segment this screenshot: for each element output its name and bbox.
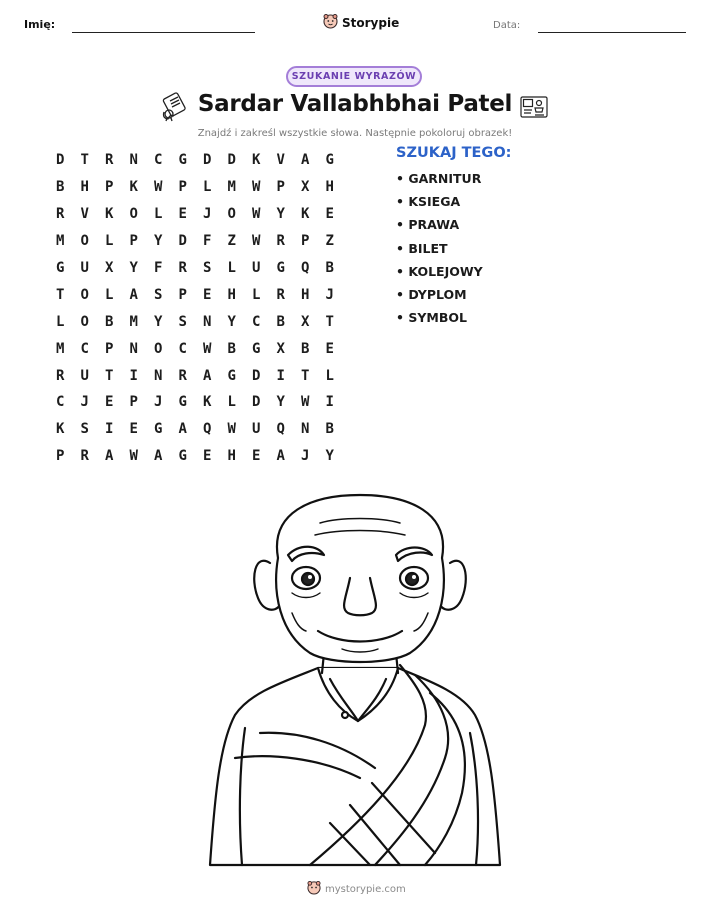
grid-letter[interactable]: L: [56, 313, 65, 330]
grid-letter[interactable]: B: [105, 313, 114, 330]
grid-letter[interactable]: W: [252, 179, 261, 196]
grid-letter[interactable]: K: [252, 152, 261, 169]
grid-letter[interactable]: V: [80, 206, 89, 223]
footer-brand: [307, 880, 406, 899]
grid-letter[interactable]: H: [80, 179, 89, 196]
grid-letter[interactable]: B: [227, 340, 236, 357]
grid-letter[interactable]: A: [154, 448, 163, 465]
date-field[interactable]: [538, 32, 686, 33]
date-label: Data:: [493, 20, 521, 31]
grid-letter[interactable]: R: [276, 233, 285, 250]
grid-letter[interactable]: L: [105, 233, 114, 250]
grid-letter[interactable]: C: [252, 313, 261, 330]
grid-letter[interactable]: Q: [301, 260, 310, 276]
grid-letter[interactable]: P: [276, 179, 285, 196]
grid-letter[interactable]: W: [203, 340, 212, 357]
grid-letter[interactable]: R: [178, 260, 187, 276]
grid-letter[interactable]: S: [80, 421, 89, 438]
grid-letter[interactable]: Y: [154, 313, 163, 330]
grid-letter[interactable]: O: [154, 340, 163, 357]
grid-letter[interactable]: C: [154, 152, 163, 169]
grid-letter[interactable]: N: [129, 340, 138, 357]
grid-letter[interactable]: H: [301, 286, 310, 303]
grid-letter[interactable]: L: [252, 286, 261, 303]
grid-letter[interactable]: B: [325, 260, 334, 276]
grid-letter[interactable]: R: [56, 367, 65, 384]
grid-letter[interactable]: U: [80, 367, 89, 384]
grid-row: [48, 389, 342, 416]
grid-letter[interactable]: H: [325, 179, 334, 196]
grid-letter[interactable]: O: [129, 206, 138, 223]
grid-letter[interactable]: D: [227, 152, 236, 169]
word-list-item: • KSIEGA: [396, 194, 461, 210]
word-list-item: • GARNITUR: [396, 171, 482, 186]
grid-letter[interactable]: X: [276, 340, 285, 357]
grid-letter[interactable]: T: [56, 286, 65, 303]
grid-letter[interactable]: J: [154, 394, 163, 411]
grid-letter[interactable]: U: [252, 421, 261, 438]
grid-letter[interactable]: N: [301, 421, 310, 438]
grid-letter[interactable]: G: [252, 340, 261, 357]
grid-letter[interactable]: D: [252, 367, 261, 384]
word-list-item: • KOLEJOWY: [396, 263, 483, 279]
grid-letter[interactable]: P: [301, 233, 310, 250]
grid-letter[interactable]: E: [105, 394, 114, 411]
grid-row: [48, 174, 342, 201]
grid-letter[interactable]: B: [276, 313, 285, 330]
name-field[interactable]: [72, 32, 255, 33]
grid-letter[interactable]: K: [203, 394, 212, 411]
grid-letter[interactable]: W: [252, 233, 261, 250]
grid-letter[interactable]: L: [325, 367, 334, 384]
grid-letter[interactable]: W: [301, 394, 310, 411]
grid-letter[interactable]: D: [252, 394, 261, 411]
grid-letter[interactable]: S: [154, 286, 163, 303]
grid-letter[interactable]: P: [129, 394, 138, 411]
grid-row: [48, 201, 342, 228]
grid-letter[interactable]: P: [129, 233, 138, 250]
grid-letter[interactable]: B: [325, 421, 334, 438]
grid-letter[interactable]: P: [178, 179, 187, 196]
grid-letter[interactable]: S: [203, 260, 212, 276]
grid-letter[interactable]: M: [56, 233, 65, 250]
grid-letter[interactable]: T: [105, 367, 114, 384]
grid-letter[interactable]: E: [178, 206, 187, 223]
coloring-portrait-illustration[interactable]: [200, 493, 510, 872]
grid-letter[interactable]: E: [325, 206, 334, 223]
grid-letter[interactable]: U: [80, 260, 89, 276]
brand-name: Storypie: [342, 16, 400, 30]
grid-row: [48, 147, 342, 174]
grid-letter[interactable]: G: [178, 448, 187, 465]
grid-letter[interactable]: Y: [276, 206, 285, 223]
grid-letter[interactable]: G: [178, 394, 187, 411]
grid-letter[interactable]: Z: [325, 233, 334, 250]
grid-letter[interactable]: G: [56, 260, 65, 276]
grid-letter[interactable]: T: [80, 152, 89, 169]
activity-badge: SZUKANIE WYRAZÓW: [286, 66, 422, 87]
storypie-mascot-icon: [307, 880, 321, 899]
grid-letter[interactable]: P: [178, 286, 187, 303]
word-list-item: • SYMBOL: [396, 310, 467, 326]
grid-row: [48, 308, 342, 335]
grid-letter[interactable]: Q: [203, 421, 212, 438]
grid-letter[interactable]: G: [154, 421, 163, 438]
grid-letter[interactable]: X: [105, 260, 114, 276]
grid-letter[interactable]: V: [276, 152, 285, 169]
grid-letter[interactable]: L: [203, 179, 212, 196]
grid-letter[interactable]: R: [80, 448, 89, 465]
grid-letter[interactable]: N: [203, 313, 212, 330]
grid-letter[interactable]: K: [56, 421, 65, 438]
grid-letter[interactable]: T: [325, 313, 334, 330]
grid-letter[interactable]: J: [325, 286, 334, 303]
storypie-mascot-icon: [323, 13, 338, 33]
grid-row: [48, 443, 342, 470]
grid-letter[interactable]: K: [105, 206, 114, 223]
grid-letter[interactable]: I: [129, 367, 138, 384]
grid-letter[interactable]: C: [178, 340, 187, 357]
grid-row: [48, 281, 342, 308]
word-list-item: • PRAWA: [396, 217, 460, 233]
word-search-grid[interactable]: [48, 147, 342, 470]
grid-letter[interactable]: H: [227, 286, 236, 303]
grid-letter[interactable]: R: [56, 206, 65, 223]
grid-letter[interactable]: Y: [227, 313, 236, 330]
grid-letter[interactable]: P: [105, 179, 114, 196]
grid-letter[interactable]: Z: [227, 233, 236, 250]
grid-letter[interactable]: P: [105, 340, 114, 357]
word-list-item: • DYPLOM: [396, 286, 467, 302]
grid-letter[interactable]: Q: [276, 421, 285, 438]
grid-letter[interactable]: B: [301, 340, 310, 357]
word-list-item: • BILET: [396, 240, 448, 256]
name-label: Imię:: [24, 18, 56, 31]
grid-letter[interactable]: M: [129, 313, 138, 330]
grid-letter[interactable]: Y: [154, 233, 163, 250]
grid-letter[interactable]: G: [276, 260, 285, 276]
grid-letter[interactable]: R: [276, 286, 285, 303]
grid-letter[interactable]: O: [227, 206, 236, 223]
grid-letter[interactable]: I: [276, 367, 285, 384]
grid-letter[interactable]: C: [56, 394, 65, 411]
grid-letter[interactable]: A: [301, 152, 310, 169]
grid-letter[interactable]: O: [80, 313, 89, 330]
grid-letter[interactable]: M: [227, 179, 236, 196]
grid-letter[interactable]: D: [56, 152, 65, 169]
grid-row: [48, 335, 342, 362]
footer-url[interactable]: mystorypie.com: [325, 884, 406, 895]
grid-letter[interactable]: A: [105, 448, 114, 465]
grid-letter[interactable]: R: [105, 152, 114, 169]
grid-letter[interactable]: W: [252, 206, 261, 223]
brand-logo: [323, 13, 399, 33]
grid-letter[interactable]: O: [80, 286, 89, 303]
word-list-heading: SZUKAJ TEGO:: [396, 145, 512, 161]
grid-letter[interactable]: C: [80, 340, 89, 357]
grid-letter[interactable]: S: [178, 313, 187, 330]
grid-letter[interactable]: E: [325, 340, 334, 357]
grid-letter[interactable]: J: [80, 394, 89, 411]
grid-letter[interactable]: P: [56, 448, 65, 465]
grid-letter[interactable]: F: [154, 260, 163, 276]
grid-letter[interactable]: K: [301, 206, 310, 223]
grid-letter[interactable]: B: [56, 179, 65, 196]
grid-letter[interactable]: L: [105, 286, 114, 303]
grid-letter[interactable]: G: [325, 152, 334, 169]
grid-letter[interactable]: W: [129, 448, 138, 465]
grid-letter[interactable]: A: [129, 286, 138, 303]
grid-letter[interactable]: U: [252, 260, 261, 276]
grid-letter[interactable]: E: [252, 448, 261, 465]
grid-letter[interactable]: E: [203, 286, 212, 303]
grid-letter[interactable]: A: [276, 448, 285, 465]
grid-letter[interactable]: D: [178, 233, 187, 250]
grid-letter[interactable]: I: [325, 394, 334, 411]
grid-letter[interactable]: M: [56, 340, 65, 357]
grid-letter[interactable]: J: [301, 448, 310, 465]
grid-letter[interactable]: E: [203, 448, 212, 465]
grid-letter[interactable]: Y: [325, 448, 334, 465]
grid-row: [48, 416, 342, 443]
grid-row: [48, 228, 342, 255]
grid-letter[interactable]: L: [227, 394, 236, 411]
grid-letter[interactable]: X: [301, 313, 310, 330]
grid-letter[interactable]: Y: [129, 260, 138, 276]
grid-letter[interactable]: E: [129, 421, 138, 438]
grid-letter[interactable]: N: [154, 367, 163, 384]
grid-letter[interactable]: D: [203, 152, 212, 169]
grid-letter[interactable]: X: [301, 179, 310, 196]
grid-letter[interactable]: H: [227, 448, 236, 465]
grid-letter[interactable]: N: [129, 152, 138, 169]
page-title: Sardar Vallabhbhai Patel: [197, 91, 513, 117]
grid-letter[interactable]: A: [203, 367, 212, 384]
classroom-icon: [520, 96, 548, 122]
grid-letter[interactable]: R: [178, 367, 187, 384]
grid-letter[interactable]: J: [203, 206, 212, 223]
grid-row: [48, 255, 342, 282]
grid-letter[interactable]: G: [178, 152, 187, 169]
grid-row: [48, 362, 342, 389]
grid-letter[interactable]: F: [203, 233, 212, 250]
grid-letter[interactable]: T: [301, 367, 310, 384]
instructions: Znajdź i zakreśl wszystkie słowa. Następnie pokoloruj obrazek!: [197, 128, 513, 139]
grid-letter[interactable]: W: [227, 421, 236, 438]
grid-letter[interactable]: I: [105, 421, 114, 438]
grid-letter[interactable]: K: [129, 179, 138, 196]
grid-letter[interactable]: W: [154, 179, 163, 196]
grid-letter[interactable]: L: [227, 260, 236, 276]
grid-letter[interactable]: Y: [276, 394, 285, 411]
grid-letter[interactable]: L: [154, 206, 163, 223]
grid-letter[interactable]: G: [227, 367, 236, 384]
grid-letter[interactable]: A: [178, 421, 187, 438]
word-list: [396, 171, 483, 333]
grid-letter[interactable]: O: [80, 233, 89, 250]
